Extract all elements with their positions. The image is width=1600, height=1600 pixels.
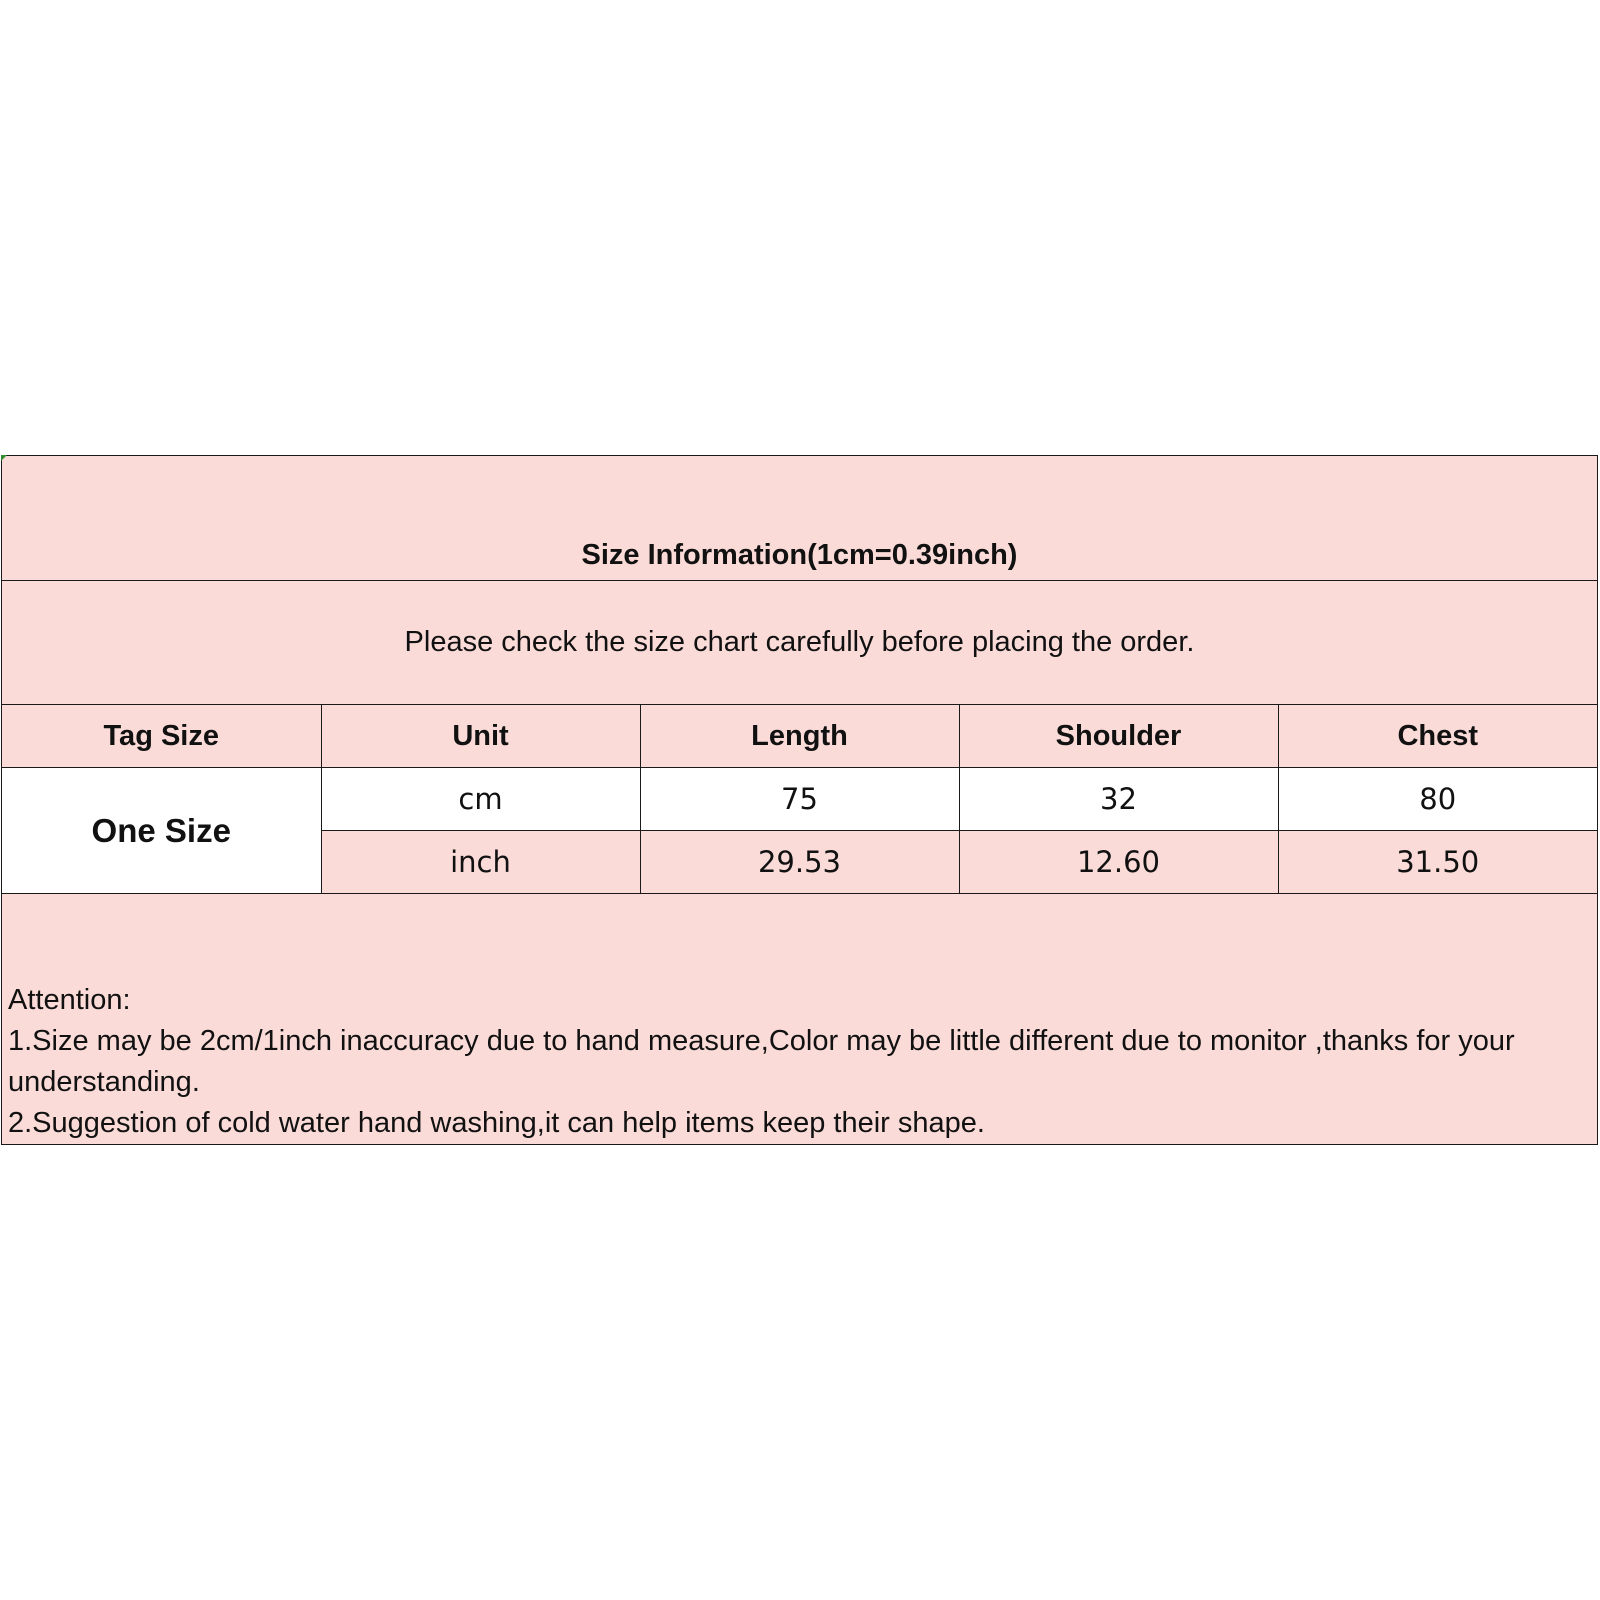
size-table — [2, 705, 1597, 894]
header-unit: Unit — [321, 705, 640, 768]
length-cell: 29.53 — [640, 831, 959, 894]
length-cell: 75 — [640, 768, 959, 831]
shoulder-cell: 32 — [959, 768, 1278, 831]
attention-note-2: 2.Suggestion of cold water hand washing,it can help items keep their shape. — [8, 1107, 985, 1139]
header-shoulder: Shoulder — [959, 705, 1278, 768]
chest-cell: 31.50 — [1278, 831, 1597, 894]
unit-cell: inch — [321, 831, 640, 894]
corner-marker — [1, 455, 7, 461]
chest-cell: 80 — [1278, 768, 1597, 831]
table-row — [2, 768, 1597, 831]
attention-note-1: 1.Size may be 2cm/1inch inaccuracy due to hand measure,Color may be little different due to monitor ,thanks for your understanding. — [8, 1025, 1515, 1098]
shoulder-cell: 12.60 — [959, 831, 1278, 894]
header-tag-size: Tag Size — [2, 705, 321, 768]
tag-size-cell: One Size — [2, 768, 321, 894]
attention-heading: Attention: — [8, 984, 131, 1016]
header-chest: Chest — [1278, 705, 1597, 768]
chart-title: Size Information(1cm=0.39inch) — [581, 539, 1018, 571]
header-row — [2, 705, 1597, 768]
title-row — [2, 456, 1597, 581]
notice-text: Please check the size chart carefully before placing the order. — [404, 626, 1195, 658]
header-length: Length — [640, 705, 959, 768]
attention-block — [2, 894, 1597, 1144]
notice-row — [2, 581, 1597, 705]
size-chart — [1, 455, 1598, 1145]
unit-cell: cm — [321, 768, 640, 831]
